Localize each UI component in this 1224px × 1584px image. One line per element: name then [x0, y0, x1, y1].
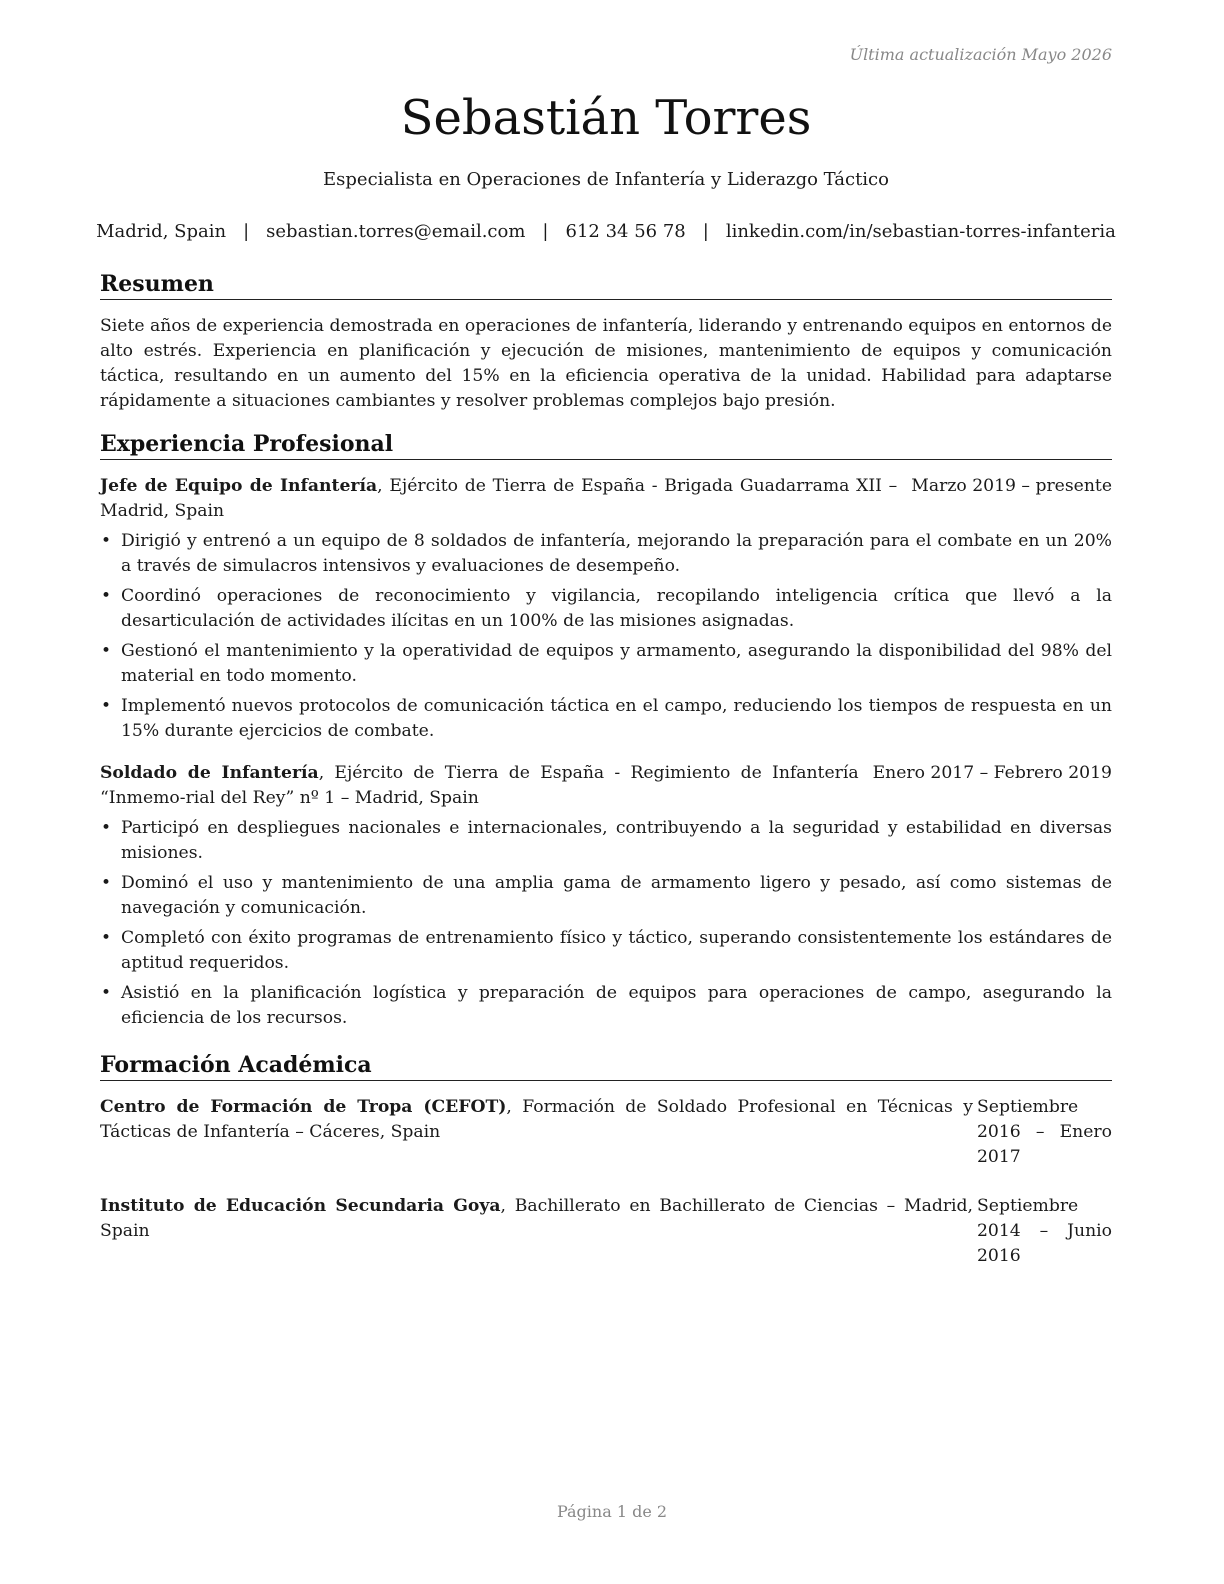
contact-linkedin-link[interactable]: linkedin.com/in/sebastian-torres-infanteria [725, 221, 1116, 242]
education-detail: , Formación de Soldado Profesional en Técnicas y Tácticas de Infantería – Cáceres, Spain [100, 1097, 973, 1142]
job-header [100, 761, 1112, 811]
job-organization: , Ejército de Tierra de España - Brigada Guadarrama XII – Madrid, Spain [100, 476, 898, 521]
job-dates: Marzo 2019 – presente [911, 476, 1112, 496]
section-title-experience: Experiencia Profesional [100, 430, 1112, 460]
bullet-item: • Asistió en la planificación logística y preparación de equipos para operaciones de campo, asegurando la eficiencia de los recursos. [100, 981, 1112, 1031]
page-number: Página 1 de 2 [556, 1502, 668, 1521]
education-dates: Septiembre 2014 – Junio 2016 [977, 1196, 1112, 1266]
job-header [100, 474, 1112, 524]
bullet-item: • Dominó el uso y mantenimiento de una amplia gama de armamento ligero y pesado, así como sistemas de navegación y comunicación. [100, 871, 1112, 921]
bullet-item: • Gestionó el mantenimiento y la operatividad de equipos y armamento, asegurando la disponibilidad del 98% del material en todo momento. [100, 639, 1112, 689]
section-title-education: Formación Académica [100, 1051, 1112, 1081]
bullet-item: • Completó con éxito programas de entrenamiento físico y táctico, superando consistentemente los estándares de aptitud requeridos. [100, 926, 1112, 976]
experience-section [100, 430, 1112, 1036]
bullet-item: • Dirigió y entrenó a un equipo de 8 soldados de infantería, mejorando la preparación para el combate en un 20% a través de simulacros intensivos y evaluaciones de desempeño. [100, 529, 1112, 579]
summary-text: Siete años de experiencia demostrada en operaciones de infantería, liderando y entrenando equipos en entornos de alto estrés. Experiencia en planificación y ejecución de misiones, mantenimiento de equipos y comunicación táctica, resultando en un aumento del 15% en la eficiencia operativa de la unidad. Habilidad para adaptarse rápidamente a situaciones cambiantes y resolver problemas complejos bajo presión. [100, 316, 1112, 411]
candidate-tagline: Especialista en Operaciones de Infantería y Liderazgo Táctico [323, 169, 889, 190]
bullet-item: • Implementó nuevos protocolos de comunicación táctica en el campo, reduciendo los tiempos de respuesta en un 15% durante ejercicios de combate. [100, 694, 1112, 744]
education-entry [100, 1095, 1112, 1170]
education-school: Centro de Formación de Tropa (CEFOT) [100, 1097, 507, 1117]
job-entry [100, 761, 1112, 1031]
job-entry [100, 474, 1112, 744]
education-detail: , Bachillerato en Bachillerato de Ciencias – Madrid, Spain [100, 1196, 973, 1241]
summary-section [100, 270, 1112, 414]
contact-separator: | [243, 221, 250, 242]
contact-line [96, 220, 1116, 244]
contact-email-link[interactable]: sebastian.torres@email.com [266, 221, 526, 242]
education-section [100, 1051, 1112, 1269]
candidate-name: Sebastián Torres [400, 90, 812, 146]
job-organization: , Ejército de Tierra de España - Regimiento de Infantería “Inmemo-rial del Rey” nº 1 – Madrid, Spain [100, 763, 859, 808]
job-role: Soldado de Infantería [100, 763, 319, 783]
education-school: Instituto de Educación Secundaria Goya [100, 1196, 501, 1216]
contact-separator: | [542, 221, 549, 242]
contact-location: Madrid, Spain [96, 221, 227, 242]
job-dates: Enero 2017 – Febrero 2019 [872, 763, 1112, 783]
education-dates: Septiembre 2016 – Enero 2017 [977, 1097, 1112, 1167]
bullet-item: • Participó en despliegues nacionales e internacionales, contribuyendo a la seguridad y estabilidad en diversas misiones. [100, 816, 1112, 866]
education-title-line [100, 1095, 973, 1170]
bullet-item: • Coordinó operaciones de reconocimiento y vigilancia, recopilando inteligencia crítica que llevó a la desarticulación de actividades ilícitas en un 100% de las misiones asignadas. [100, 584, 1112, 634]
education-entry [100, 1194, 1112, 1269]
section-title-summary: Resumen [100, 270, 1112, 300]
job-bullets [100, 816, 1112, 1031]
contact-separator: | [702, 221, 709, 242]
job-role: Jefe de Equipo de Infantería [100, 476, 378, 496]
education-title-line [100, 1194, 973, 1269]
contact-phone: 612 34 56 78 [565, 221, 686, 242]
last-updated-note: Última actualización Mayo 2026 [849, 45, 1112, 64]
job-bullets [100, 529, 1112, 744]
